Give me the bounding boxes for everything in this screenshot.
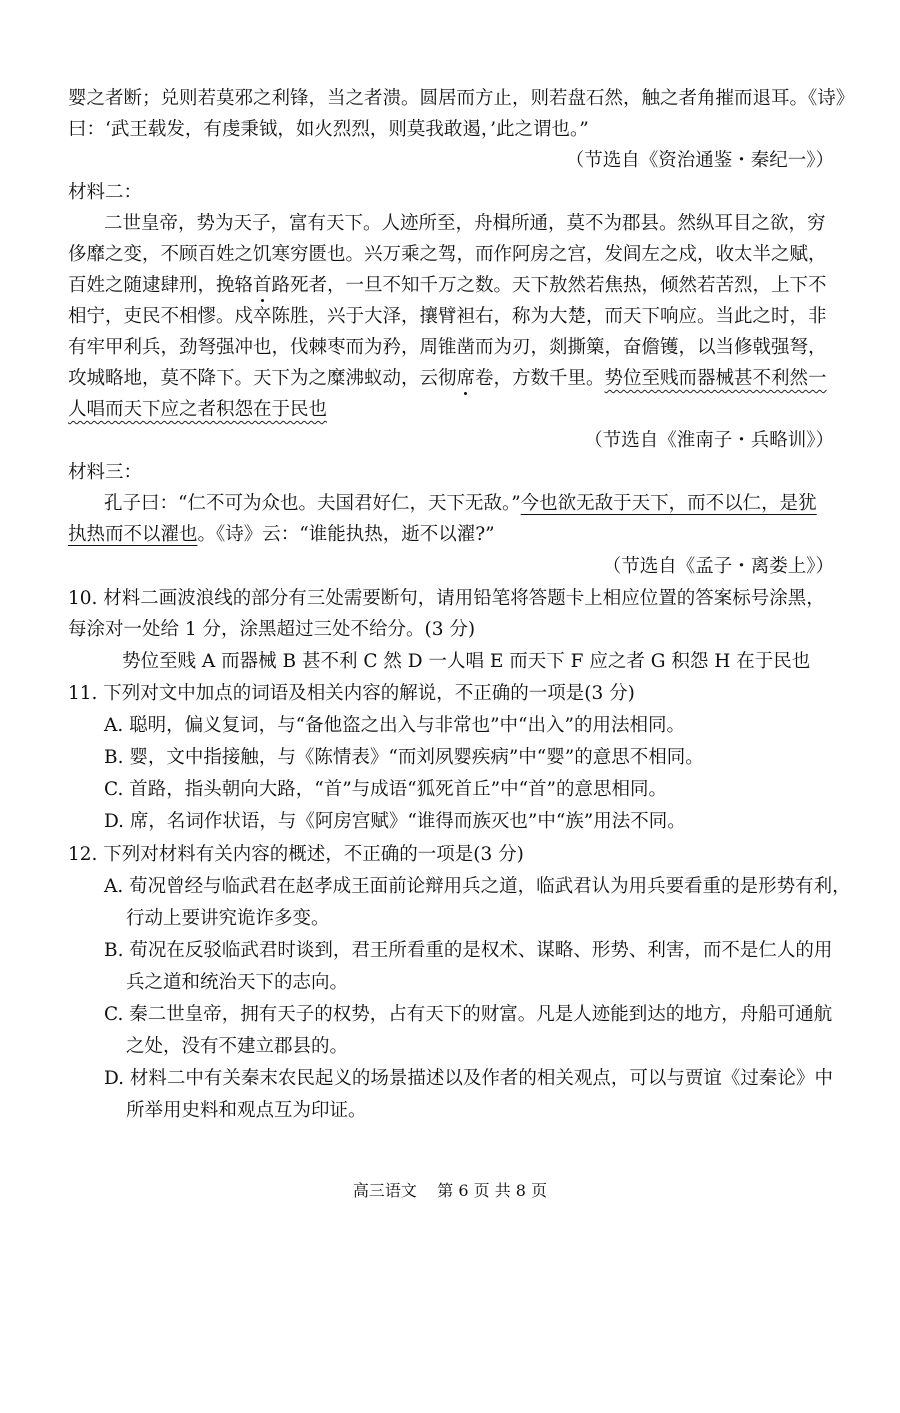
question-12-option-a: A. 荀况曾经与临武君在赵孝成王面前论辩用兵之道，临武君认为用兵要看重的是形势有利， (104, 876, 851, 897)
question-10-options: 势位至贱 A 而器械 B 甚不利 C 然 D 一人唱 E 而天下 F 应之者 G 积怨 H 在于民也 (122, 651, 811, 672)
dotted-word: 席 (456, 368, 476, 389)
page-footer (0, 1180, 900, 1202)
text-line (68, 522, 495, 548)
question-10-cont: 每涂对一处给 1 分，涂黑超过三处不给分。(3 分) (68, 619, 476, 640)
underlined-text: 今也欲无敌于天下，而不以仁，是犹 (520, 493, 817, 514)
text-line: 侈靡之变，不顾百姓之饥寒穷匮也。兴万乘之驾，而作阿房之宫，发闾左之戍，收太半之赋， (68, 244, 827, 265)
underlined-text: 执热而不以濯也 (68, 524, 198, 545)
text-segment: 百姓之随逮肆刑，挽辂 (68, 275, 254, 296)
dotted-word: 首 (253, 275, 272, 296)
question-11-option-a: A. 聪明，偏义复词，与“备他盗之出入与非常也”中“出入”的用法相同。 (104, 715, 685, 736)
text-line (68, 273, 827, 299)
question-12-option-c: C. 秦二世皇帝，拥有天子的权势，占有天下的财富。凡是人迹能到达的地方，舟船可通航 (104, 1004, 833, 1025)
question-10: 10. 材料二画波浪线的部分有三处需要断句，请用铅笔将答题卡上相应位置的答案标号涂黑， (68, 588, 825, 609)
text-line (68, 366, 827, 392)
text-line: 有牢甲利兵，劲弩强冲也，伐棘枣而为矜，周锥凿而为刃，剡撕篥，奋儋镬，以当修戟强弩， (68, 337, 827, 358)
question-12-option-b: B. 荀况在反驳临武君时谈到，君王所看重的是权术、谋略、形势、利害，而不是仁人的用 (104, 940, 833, 961)
wavy-underlined-text: 人唱而天下应之者积怨在于民也 (68, 399, 328, 420)
source-citation: （节选自《淮南子・兵略训》） (584, 430, 834, 451)
text-segment: 路死者，一旦不知千万之数。天下敖然若焦热，倾然若苦烈，上下不 (271, 275, 827, 296)
source-citation: （节选自《资治通鉴・秦纪一》） (565, 150, 834, 171)
source-citation: （节选自《孟子・离娄上》） (602, 556, 834, 577)
text-line: 二世皇帝，势为天子，富有天下。人迹所至，舟楫所通，莫不为郡县。然纵耳目之欲，穷 (104, 213, 826, 234)
text-line (68, 397, 327, 423)
material-heading: 材料三： (68, 462, 143, 483)
question-12-option-b-cont: 兵之道和统治天下的志向。 (126, 972, 349, 993)
question-12-option-a-cont: 行动上要讲究诡诈多变。 (126, 908, 330, 929)
question-11-option-b: B. 婴，文中指接触，与《陈情表》“而刘夙婴疾病”中“婴”的意思不相同。 (104, 747, 704, 768)
footer-page-number: 第 6 页 共 8 页 (437, 1181, 548, 1200)
text-segment: 攻城略地，莫不降下。天下为之糜沸蚁动，云彻 (68, 368, 457, 389)
question-12: 12. 下列对材料有关内容的概述，不正确的一项是(3 分) (68, 844, 524, 865)
text-line: 曰：‘武王载发，有虔秉钺，如火烈烈，则莫我敢遏，’此之谓也。” (68, 119, 589, 140)
question-12-option-c-cont: 之处，没有不建立郡县的。 (126, 1036, 349, 1057)
text-line: 相宁，吏民不相憀。戍卒陈胜，兴于大泽，攘臂袒右，称为大楚，而天下响应。当此之时，非 (68, 306, 827, 327)
footer-subject: 高三语文 (352, 1181, 417, 1200)
question-11-option-d: D. 席，名词作状语，与《阿房宫赋》“谁得而族灭也”中“族”用法不同。 (104, 811, 686, 832)
question-11-option-c: C. 首路，指头朝向大路，“首”与成语“狐死首丘”中“首”的意思相同。 (104, 779, 668, 800)
question-11: 11. 下列对文中加点的词语及相关内容的解说，不正确的一项是(3 分) (68, 683, 635, 704)
question-12-option-d-cont: 所举用史料和观点互为印证。 (126, 1100, 367, 1121)
material-heading: 材料二： (68, 182, 143, 203)
text-segment: 。《诗》云：“谁能执热，逝不以濯?” (197, 524, 495, 545)
question-12-option-d: D. 材料二中有关秦末农民起义的场景描述以及作者的相关观点，可以与贾谊《过秦论》中 (104, 1068, 833, 1089)
text-line (104, 491, 817, 517)
text-line: 婴之者断；兑则若莫邪之利锋，当之者溃。圆居而方止，则若盘石然，触之者角摧而退耳。《诗》 (68, 88, 855, 109)
text-segment: 孔子曰：“仁不可为众也。夫国君好仁，天下无敌。” (104, 493, 521, 514)
text-segment: 卷，方数千里。 (475, 368, 605, 389)
wavy-underlined-text: 势位至贱而器械甚不利然一 (604, 368, 827, 389)
